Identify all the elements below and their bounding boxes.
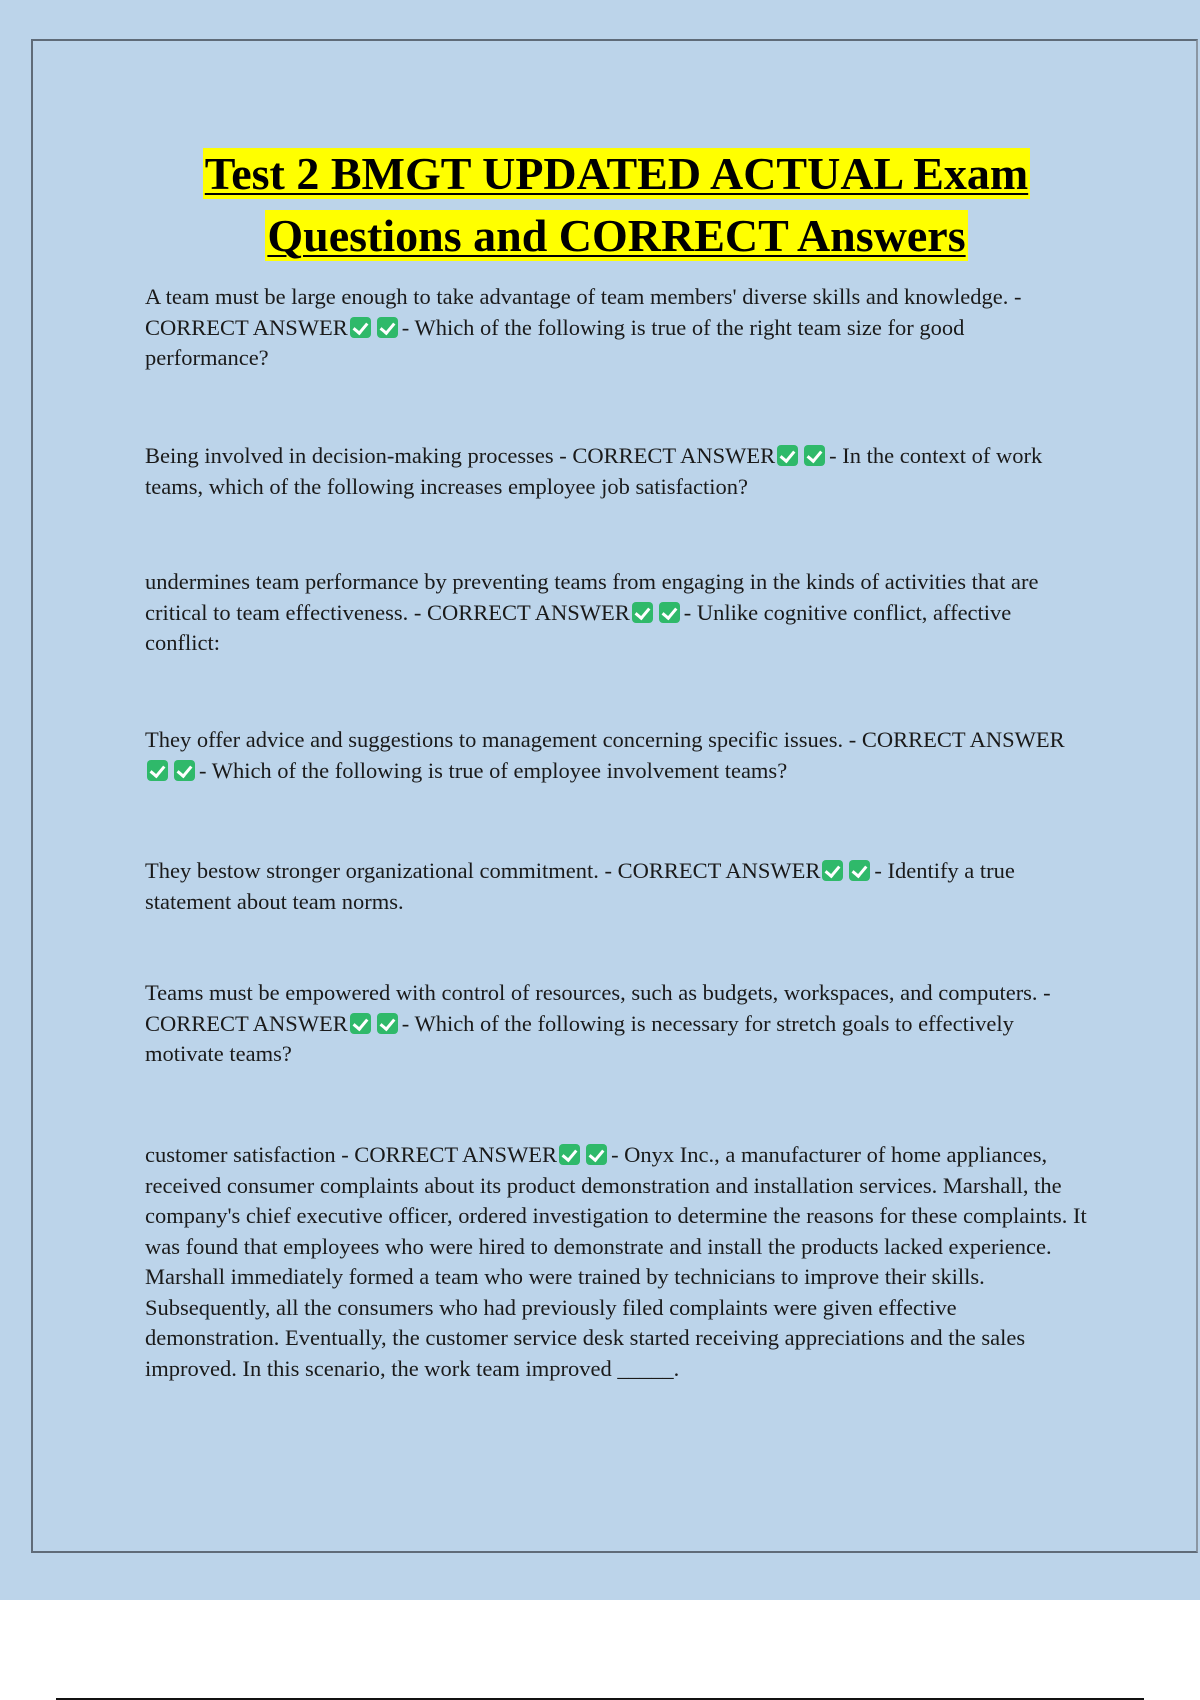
answer-text: Being involved in decision-making processes - CORRECT ANSWER	[145, 443, 776, 468]
qa-item	[145, 567, 1091, 659]
check-box-icon	[777, 445, 798, 466]
question-text: - Which of the following is true of employee involvement teams?	[199, 757, 788, 783]
check-box-icon	[822, 860, 843, 881]
answer-text: undermines team performance by preventing teams from engaging in the kinds of activities that are critical to team effectiveness. - CORRECT ANSWER	[145, 569, 1039, 625]
check-box-icon	[559, 1144, 580, 1165]
check-box-icon	[632, 602, 653, 623]
qa-item	[145, 1140, 1091, 1384]
answer-text: Teams must be empowered with control of resources, such as budgets, workspaces, and computers. - CORRECT ANSWER	[145, 980, 1051, 1036]
check-box-icon	[849, 860, 870, 881]
question-text: - Unlike cognitive conflict, affective conflict:	[145, 599, 1012, 655]
check-box-icon	[350, 317, 371, 338]
answer-text: A team must be large enough to take advantage of team members' diverse skills and knowledge. - CORRECT ANSWER	[145, 284, 1022, 340]
question-text: - Which of the following is necessary for stretch goals to effectively motivate teams?	[145, 1010, 1014, 1066]
answer-text: They bestow stronger organizational commitment. - CORRECT ANSWER	[145, 858, 821, 883]
question-text: - Identify a true statement about team norms.	[145, 858, 1015, 914]
qa-item	[145, 978, 1091, 1070]
answer-text: They offer advice and suggestions to management concerning specific issues. - CORRECT ANSWER	[145, 727, 1065, 752]
check-box-icon	[804, 445, 825, 466]
check-box-icon	[377, 1013, 398, 1034]
check-box-icon	[174, 760, 195, 781]
title-line-1: Test 2 BMGT UPDATED ACTUAL Exam	[204, 148, 1029, 199]
qa-item	[145, 441, 1091, 502]
qa-item	[145, 856, 1091, 917]
check-box-icon	[147, 760, 168, 781]
answer-text: customer satisfaction - CORRECT ANSWER	[145, 1142, 558, 1167]
check-box-icon	[350, 1013, 371, 1034]
qa-item	[145, 282, 1091, 374]
document-title	[120, 143, 1113, 267]
question-text: - Which of the following is true of the right team size for good performance?	[145, 314, 965, 370]
check-box-icon	[377, 317, 398, 338]
qa-item	[145, 725, 1091, 786]
question-text: - In the context of work teams, which of the following increases employee job satisfaction?	[145, 443, 1043, 499]
question-text: - Onyx Inc., a manufacturer of home appliances, received consumer complaints about its product demonstration and installation services. Marshall, the company's chief executive officer, ordered investigation to determine the reasons for these complaints. It was found that employees who were hired to demonstrate and install the products lacked experience. Marshall immediately formed a team who were trained by technicians to improve their skills. Subsequently, all the consumers who had previously filed complaints were given effective demonstration. Eventually, the customer service desk started receiving appreciations and the sales improved. In this scenario, the work team improved _____.	[145, 1142, 1087, 1381]
check-box-icon	[659, 602, 680, 623]
check-box-icon	[586, 1144, 607, 1165]
title-line-2: Questions and CORRECT Answers	[267, 210, 966, 261]
